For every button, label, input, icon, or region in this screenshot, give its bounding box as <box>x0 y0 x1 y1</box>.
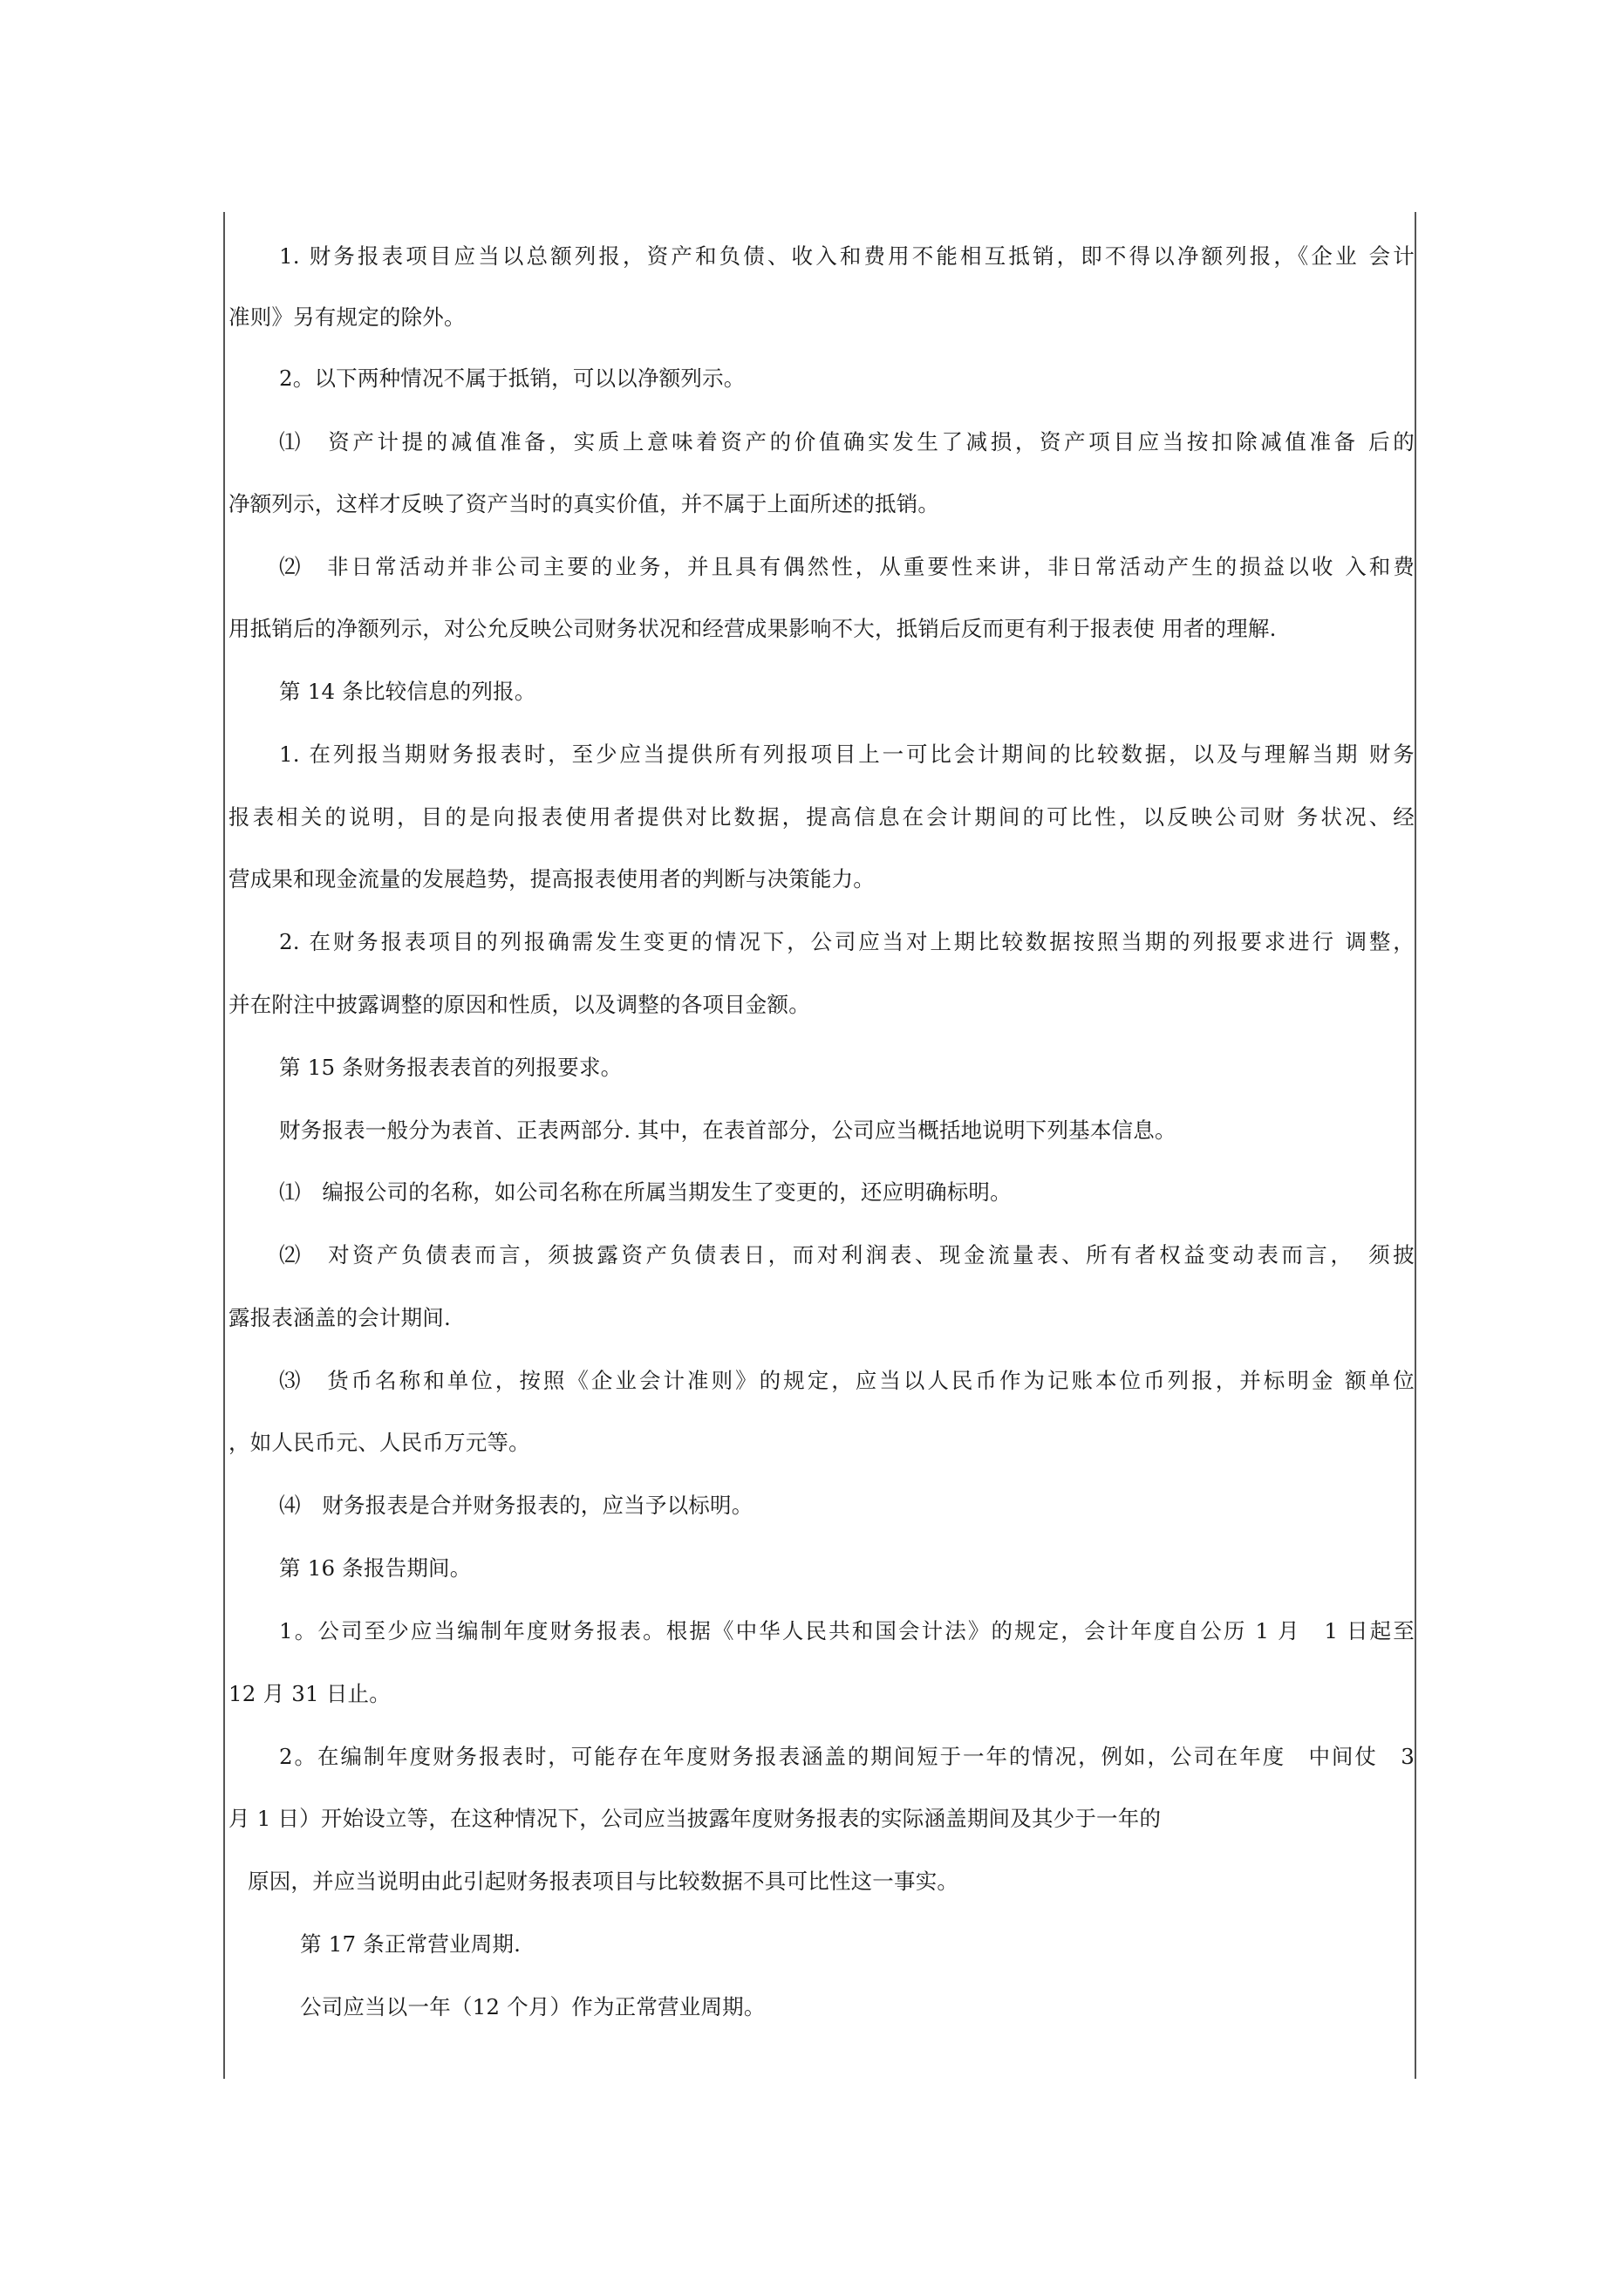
text-line: ⑵ 非日常活动并非公司主要的业务，并且具有偶然性，从重要性来讲，非日常活动产生的损益以收 入和费 <box>279 554 1415 579</box>
text-line: 第 17 条正常营业周期. <box>300 1931 522 1957</box>
text-line: 第 15 条财务报表表首的列报要求。 <box>279 1055 623 1080</box>
text-line: ⑴ 编报公司的名称，如公司名称在所属当期发生了变更的，还应明确标明。 <box>279 1179 1012 1205</box>
text-line: 1。公司至少应当编制年度财务报表。根据《中华人民共和国会计法》的规定，会计年度自公历 1 月 1 日起至 <box>279 1618 1415 1643</box>
text-line: ⑷ 财务报表是合并财务报表的，应当予以标明。 <box>279 1493 754 1518</box>
text-line: 2。在编制年度财务报表时，可能存在年度财务报表涵盖的期间短于一年的情况，例如，公司在年度 中间仗 3 <box>279 1744 1415 1769</box>
text-line: 公司应当以一年（12 个月）作为正常营业周期。 <box>300 1994 766 2019</box>
text-line: 原因，并应当说明由此引起财务报表项目与比较数据不具可比性这一事实。 <box>248 1869 959 1894</box>
text-line: 营成果和现金流量的发展趋势，提高报表使用者的判断与决策能力。 <box>228 866 875 892</box>
text-line: 月 1 日）开始设立等，在这种情况下，公司应当披露年度财务报表的实际涵盖期间及其少于一年的 <box>228 1806 1162 1831</box>
text-line: 第 16 条报告期间。 <box>279 1555 472 1581</box>
text-line: 1. 财务报表项目应当以总额列报，资产和负债、收入和费用不能相互抵销，即不得以净额列报，《企业 会计 <box>279 243 1415 269</box>
text-line: 财务报表一般分为表首、正表两部分. 其中，在表首部分，公司应当概括地说明下列基本信息。 <box>279 1117 1176 1143</box>
text-line: 报表相关的说明，目的是向报表使用者提供对比数据，提高信息在会计期间的可比性，以反映公司财 务状况、经 <box>228 804 1415 830</box>
text-line: 12 月 31 日止。 <box>228 1681 391 1706</box>
text-line: 露报表涵盖的会计期间. <box>228 1305 451 1330</box>
text-line: 准则》另有规定的除外。 <box>228 304 466 330</box>
text-line: 2。以下两种情况不属于抵销，可以以净额列示。 <box>279 366 746 391</box>
text-line: ⑴ 资产计提的减值准备，实质上意味着资产的价值确实发生了减损，资产项目应当按扣除减值准备 后的 <box>279 429 1415 454</box>
text-line: ⑶ 货币名称和单位，按照《企业会计准则》的规定，应当以人民币作为记账本位币列报，并标明金 额单位 <box>279 1368 1415 1393</box>
text-line: 1. 在列报当期财务报表时，至少应当提供所有列报项目上一可比会计期间的比较数据，以及与理解当期 财务 <box>279 741 1415 767</box>
text-line: 净额列示，这样才反映了资产当时的真实价值，并不属于上面所述的抵销。 <box>228 491 940 516</box>
text-line: 第 14 条比较信息的列报。 <box>279 679 536 704</box>
text-line: ，如人民币元、人民币万元等。 <box>228 1430 530 1455</box>
text-line: 用抵销后的净额列示，对公允反映公司财务状况和经营成果影响不大，抵销后反而更有利于报表使 用者的理解. <box>228 616 1277 641</box>
text-line: ⑵ 对资产负债表而言，须披露资产负债表日，而对利润表、现金流量表、所有者权益变动表而言， 须披 <box>279 1242 1415 1268</box>
text-line: 2. 在财务报表项目的列报确需发生变更的情况下，公司应当对上期比较数据按照当期的列报要求进行 调整， <box>279 929 1415 954</box>
text-line: 并在附注中披露调整的原因和性质，以及调整的各项目金额。 <box>228 992 810 1017</box>
